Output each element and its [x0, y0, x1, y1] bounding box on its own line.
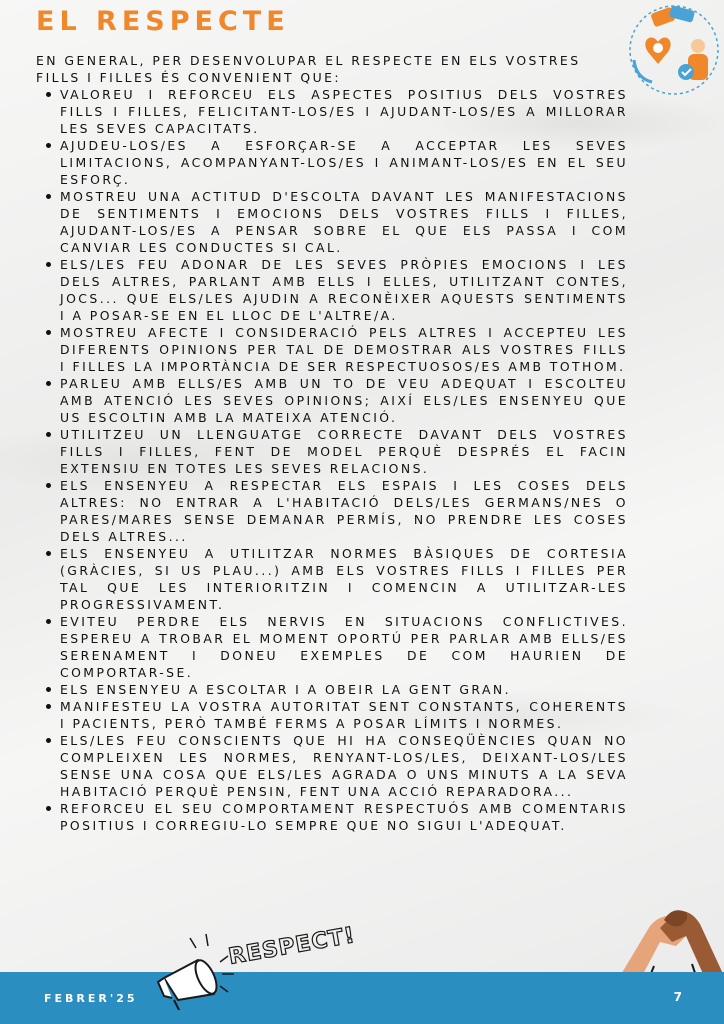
list-item: EVITEU PERDRE ELS NERVIS EN SITUACIONS CONFLICTIVES. ESPEREU A TROBAR EL MOMENT OPORTÚ PER PARLAR AMB ELLS/ES SERENAMENT I DONEU EXEMPLES DE COM HAURIEN DE COMPORTAR-SE.: [44, 613, 628, 681]
list-item: ELS ENSENYEU A RESPECTAR ELS ESPAIS I LES COSES DELS ALTRES: NO ENTRAR A L'HABITACIÓ DELS/LES GERMANS/NES O PARES/MARES SENSE DEMANAR PERMÍS, NO PRENDRE LES COSES DELS ALTRES...: [44, 477, 628, 545]
list-item: ELS ENSENYEU A ESCOLTAR I A OBEIR LA GENT GRAN.: [44, 681, 628, 698]
list-item: ELS ENSENYEU A UTILITZAR NORMES BÀSIQUES DE CORTESIA (GRÀCIES, SI US PLAU...) AMB ELS VOSTRES FILLS I FILLES PER TAL QUE LES INTERIORITZIN I COMENCIN A UTILITZAR-LES PROGRESSIVAMENT.: [44, 545, 628, 613]
page-number: 7: [673, 990, 682, 1004]
megaphone-text: RESPECT!: [226, 923, 358, 970]
list-item: PARLEU AMB ELLS/ES AMB UN TO DE VEU ADEQUAT I ESCOLTEU AMB ATENCIÓ LES SEVES OPINIONS; AIXÍ ELS/LES ENSENYEU QUE US ESCOLTIN AMB LA MATEIXA ATENCIÓ.: [44, 375, 628, 426]
advice-list: [44, 86, 628, 834]
page-title: EL RESPECTE: [36, 6, 290, 37]
list-item: ELS/LES FEU CONSCIENTS QUE HI HA CONSEQÜÈNCIES QUAN NO COMPLEIXEN LES NORMES, RENYANT-LOS/LES, DEIXANT-LOS/LES SENSE UNA COSA QUE ELS/LES AGRADA O UNS MINUTS A LA SEVA HABITACIÓ PERQUÈ PENSIN, FENT UNA ACCIÓ REPARADORA...: [44, 732, 628, 800]
list-item: VALOREU I REFORCEU ELS ASPECTES POSITIUS DELS VOSTRES FILLS I FILLES, FELICITANT-LOS/ES I AJUDANT-LOS/ES A MILLORAR LES SEVES CAPACITATS.: [44, 86, 628, 137]
list-item: MANIFESTEU LA VOSTRA AUTORITAT SENT CONSTANTS, COHERENTS I PACIENTS, PERÒ TAMBÉ FERMS A POSAR LÍMITS I NORMES.: [44, 698, 628, 732]
family-care-illustration: [622, 2, 722, 98]
list-item: MOSTREU AFECTE I CONSIDERACIÓ PELS ALTRES I ACCEPTEU LES DIFERENTS OPINIONS PER TAL DE DEMOSTRAR ALS VOSTRES FILLS I FILLES LA IMPORTÀNCIA DE SER RESPECTUOSOS/ES AMB TOTHOM.: [44, 324, 628, 375]
intro-text: EN GENERAL, PER DESENVOLUPAR EL RESPECTE EN ELS VOSTRES FILLS I FILLES ÉS CONVENIENT QUE:: [36, 53, 581, 85]
megaphone-icon: [150, 920, 370, 1010]
list-item: REFORCEU EL SEU COMPORTAMENT RESPECTUÓS AMB COMENTARIS POSITIUS I CORREGIU-LO SEMPRE QUE NO SIGUI L'ADEQUAT.: [44, 800, 628, 834]
footer-date: FEBRER'25: [44, 992, 138, 1005]
list-item: ELS/LES FEU ADONAR DE LES SEVES PRÒPIES EMOCIONS I LES DELS ALTRES, PARLANT AMB ELLS I ELLES, UTILITZANT CONTES, JOCS... QUE ELS/LES AJUDIN A RECONÈIXER AQUESTS SENTIMENTS I A POSAR-SE EN EL LLOC DE L'ALTRE/A.: [44, 256, 628, 324]
list-item: MOSTREU UNA ACTITUD D'ESCOLTA DAVANT LES MANIFESTACIONS DE SENTIMENTS I EMOCIONS DELS VOSTRES FILLS I FILLES, AJUDANT-LOS/ES A PENSAR SOBRE EL QUE ELS PASSA I COM CANVIAR LES CONDUCTES SI CAL.: [44, 188, 628, 256]
clasped-hands-illustration: [620, 886, 724, 976]
list-item: UTILITZEU UN LLENGUATGE CORRECTE DAVANT DELS VOSTRES FILLS I FILLES, FENT DE MODEL PERQUÈ DESPRÉS EL FACIN EXTENSIU EN TOTES LES SEVES RELACIONS.: [44, 426, 628, 477]
list-item: AJUDEU-LOS/ES A ESFORÇAR-SE A ACCEPTAR LES SEVES LIMITACIONS, ACOMPANYANT-LOS/ES I ANIMANT-LOS/ES EN EL SEU ESFORÇ.: [44, 137, 628, 188]
